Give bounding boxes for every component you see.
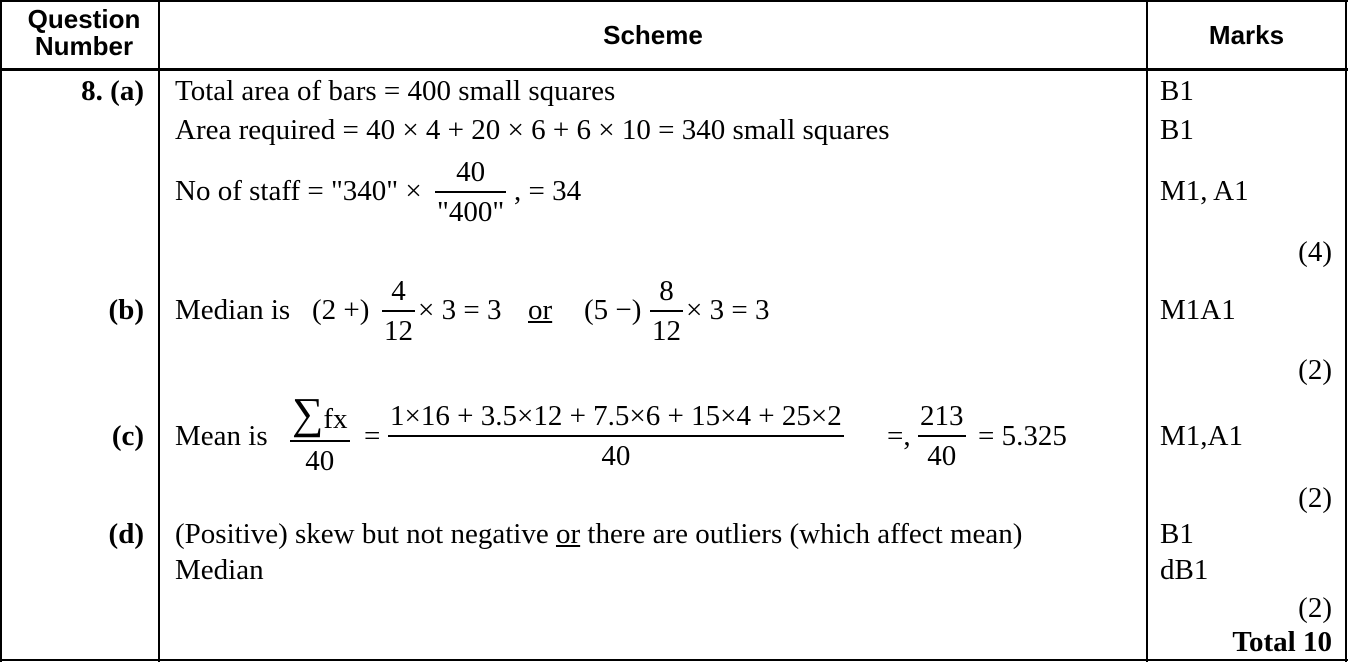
scheme-d-line1 (175, 520, 1022, 549)
mark-a2: B1 (1160, 114, 1194, 146)
scheme-c-fraction2-denominator: 40 (601, 439, 631, 472)
scheme-b-fraction1-denominator: 12 (384, 314, 413, 347)
scheme-a-fraction-denominator: "400" (437, 195, 505, 228)
scheme-a-line3-suffix: , = 34 (514, 175, 582, 207)
header-question-number: Question Number (27, 4, 141, 61)
scheme-b-fraction2-denominator: 12 (652, 314, 681, 347)
scheme-c-fraction3 (918, 402, 966, 471)
scheme-b-prefix: Median is (175, 294, 291, 326)
scheme-a-line2: Area required = 40 × 4 + 20 × 6 + 6 × 10 = 340 small squares (175, 114, 890, 146)
scheme-d-or: or (555, 518, 581, 550)
mark-a1: B1 (1160, 75, 1194, 107)
scheme-a-line1: Total area of bars = 400 small squares (175, 75, 616, 107)
scheme-d-line2: Median (175, 554, 264, 586)
scheme-c-eq1: = (364, 420, 381, 452)
scheme-c-fraction2 (388, 402, 844, 471)
scheme-d-line1-part2: there are outliers (which affect mean) (580, 518, 1023, 550)
scheme-b-fraction2-numerator: 8 (659, 275, 674, 307)
question-label-b: (b) (108, 294, 144, 326)
scheme-c-fraction1-numerator (290, 389, 350, 440)
mark-c: M1,A1 (1160, 420, 1243, 452)
column-divider-left (158, 0, 160, 662)
scheme-c-result: = 5.325 (978, 420, 1067, 452)
mark-b: M1A1 (1160, 294, 1236, 326)
scheme-b-fraction1-numerator: 4 (391, 275, 406, 307)
scheme-a-line3-prefix: No of staff = "340" × (175, 175, 422, 207)
header-scheme: Scheme (603, 20, 703, 50)
mark-d2: dB1 (1160, 554, 1209, 586)
scheme-c-fraction2-numerator: 1×16 + 3.5×12 + 7.5×6 + 15×4 + 25×2 (390, 400, 842, 432)
scheme-c-eq2: =, (887, 420, 911, 452)
grand-total: Total 10 (1232, 626, 1332, 658)
scheme-a-fraction (435, 158, 506, 227)
scheme-b-after1: × 3 = 3 (418, 294, 502, 326)
table-border-right (1345, 0, 1347, 662)
scheme-b-open1: (2 +) (312, 294, 370, 326)
scheme-b-open2: (5 −) (584, 294, 642, 326)
scheme-c-fraction3-denominator: 40 (927, 439, 957, 472)
fx-term: fx (323, 403, 348, 435)
scheme-b-or: or (528, 294, 553, 326)
scheme-a-fraction-numerator: 40 (456, 156, 486, 188)
column-divider-right (1146, 0, 1148, 662)
sigma-symbol: ∑ (292, 389, 324, 438)
scheme-b-after2: × 3 = 3 (686, 294, 770, 326)
scheme-c-fraction1 (290, 389, 350, 477)
subtotal-d: (2) (1298, 592, 1332, 624)
scheme-c-fraction1-denominator: 40 (305, 444, 335, 477)
question-label-d: (d) (108, 518, 144, 550)
scheme-c-fraction3-numerator: 213 (920, 400, 964, 432)
mark-a3: M1, A1 (1160, 175, 1249, 207)
scheme-b-fraction1 (382, 277, 415, 346)
scheme-c-prefix: Mean is (175, 420, 268, 452)
question-label-c: (c) (111, 420, 144, 452)
subtotal-a: (4) (1298, 236, 1332, 268)
subtotal-b: (2) (1298, 354, 1332, 386)
header-marks: Marks (1208, 20, 1285, 50)
question-label-8a: 8. (a) (81, 75, 144, 107)
table-border-left (0, 0, 2, 662)
scheme-b-fraction2 (650, 277, 683, 346)
mark-d1: B1 (1160, 518, 1194, 550)
subtotal-c: (2) (1298, 482, 1332, 514)
scheme-d-line1-part1: (Positive) skew but not negative (175, 518, 556, 550)
